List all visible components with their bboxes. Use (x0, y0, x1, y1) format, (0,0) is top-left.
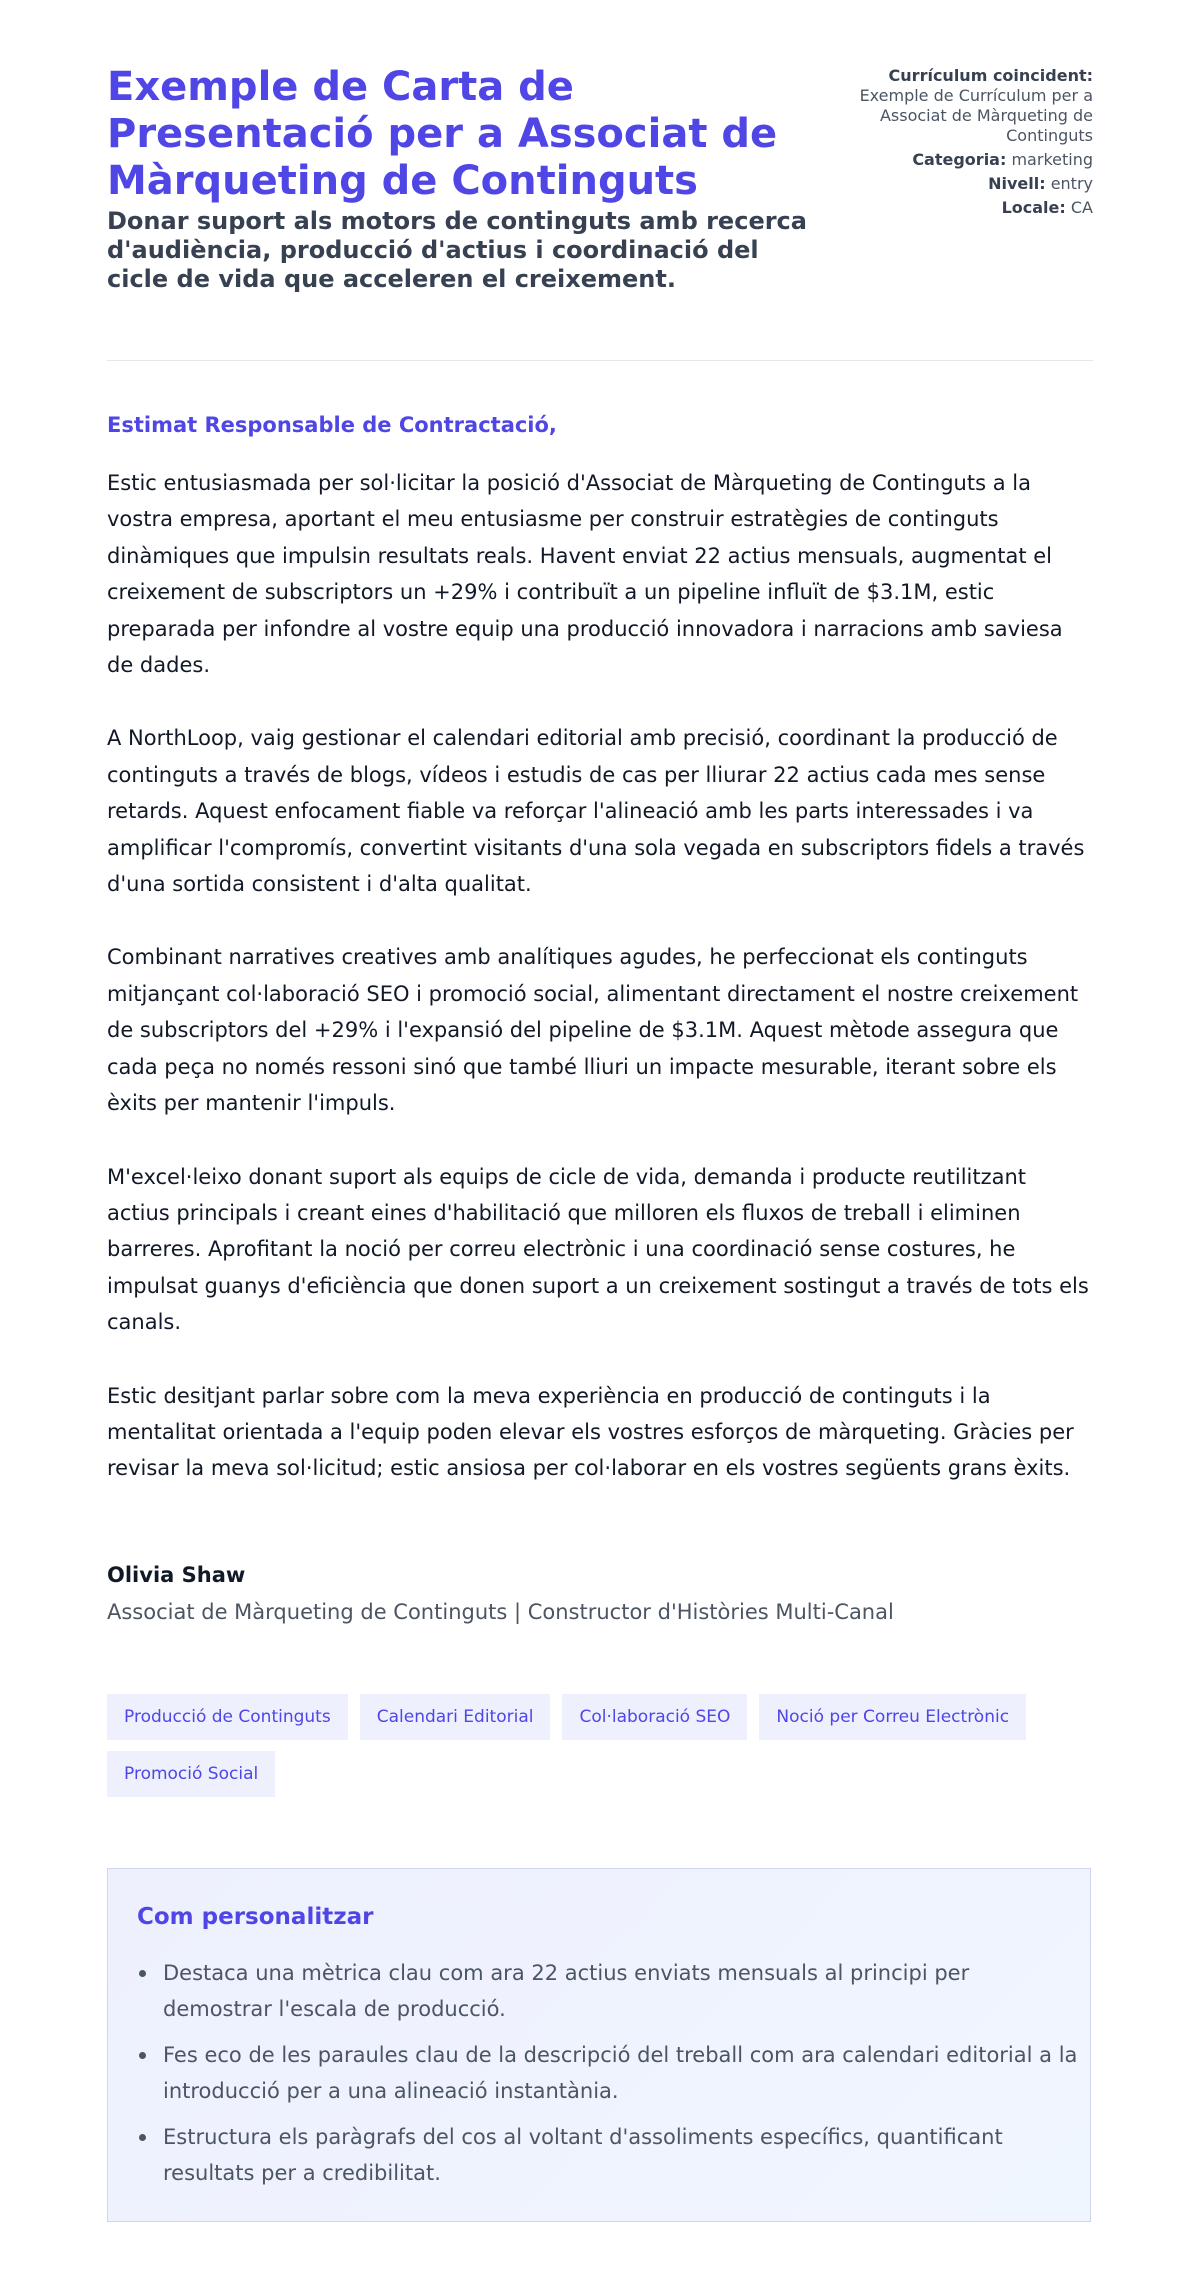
tip-text: Destaca una mètrica clau com ara 22 actius enviats mensuals al principi per demostrar l'escala de producció. (163, 1961, 970, 2022)
signature-block (107, 1562, 1093, 1626)
tip-text: Estructura els paràgrafs del cos al voltant d'assoliments específics, quantificant resultats per a credibilitat. (163, 2124, 1003, 2186)
bullet-icon (139, 2134, 146, 2141)
letter-body (107, 465, 1093, 1524)
tip-item (163, 2119, 1083, 2192)
signature-title: Associat de Màrqueting de Continguts | Constructor d'Històries Multi-Canal (107, 1600, 894, 1624)
meta-locale (833, 198, 1093, 218)
page-header (107, 0, 1093, 361)
cover-letter-page (107, 0, 1093, 2186)
tip-item (163, 2037, 1083, 2110)
letter-salutation: Estimat Responsable de Contractació, (107, 413, 557, 437)
page-title: Exemple de Carta de Presentació per a Associat de Màrqueting de Continguts (107, 64, 778, 204)
letter-paragraph: A NorthLoop, vaig gestionar el calendari editorial amb precisió, coordinant la producció de continguts a través de blogs, vídeos i estudis de cas per lliurar 22 actius cada mes sense retards. Aquest enfocament fiable va reforçar l'alineació amb les parts interessades i va amplificar l'compromís, convertint visitants d'una sola vegada en subscriptors fidels a través d'una sortida consistent i d'alta qualitat. (107, 726, 1085, 897)
meta-locale-label: Locale: (1001, 198, 1066, 217)
skill-tags (107, 1694, 1093, 1797)
letter-paragraph: Estic entusiasmada per sol·licitar la posició d'Associat de Màrqueting de Continguts a la vostra empresa, aportant el meu entusiasme per construir estratègies de continguts dinàmiques que impulsin resultats reals. Havent enviat 22 actius mensuals, augmentat el creixement de subscriptors un +29% i contribuït a un pipeline influït de $3.1M, estic preparada per infondre al vostre equip una producció innovadora i narracions amb saviesa de dades. (107, 471, 1063, 678)
customization-tips-box (107, 1868, 1091, 2222)
skill-tag: Calendari Editorial (360, 1694, 551, 1740)
meta-level-value: entry (1050, 174, 1093, 193)
meta-locale-value: CA (1070, 198, 1093, 217)
letter-paragraph: Estic desitjant parlar sobre com la meva experiència en producció de continguts i la mentalitat orientada a l'equip poden elevar els vostres esforços de màrqueting. Gràcies per revisar la meva sol·licitud; estic ansiosa per col·laborar en els vostres següents grans èxits. (107, 1383, 1074, 1481)
tip-text: Fes eco de les paraules clau de la descripció del treball com ara calendari editorial a la introducció per a una alineació instantània. (163, 2042, 1078, 2104)
meta-resume (833, 66, 1093, 146)
signature-name: Olivia Shaw (107, 1563, 246, 1587)
meta-level-label: Nivell: (988, 174, 1046, 193)
page-subtitle: Donar suport als motors de continguts amb recerca d'audiència, producció d'actius i coordinació del cicle de vida que acceleren el creixement. (107, 207, 807, 293)
letter-paragraph: M'excel·leixo donant suport als equips de cicle de vida, demanda i producte reutilitzant actius principals i creant eines d'habilitació que milloren els fluxos de treball i eliminen barreres. Aprofitant la noció per correu electrònic i una coordinació sense costures, he impulsat guanys d'eficiència que donen suport a un creixement sostingut a través de tots els canals. (107, 1164, 1089, 1335)
tips-title: Com personalitzar (137, 1904, 374, 1930)
meta-category (833, 150, 1093, 170)
skill-tag: Producció de Continguts (107, 1694, 348, 1740)
letter-paragraph: Combinant narratives creatives amb analítiques agudes, he perfeccionat els continguts mitjançant col·laboració SEO i promoció social, alimentant directament el nostre creixement de subscriptors del +29% i l'expansió del pipeline de $3.1M. Aquest mètode assegura que cada peça no només ressoni sinó que també lliuri un impacte mesurable, iterant sobre els èxits per mantenir l'impuls. (107, 945, 1079, 1116)
meta-resume-label: Currículum coincident: (888, 66, 1093, 85)
title-block (107, 64, 807, 294)
bullet-icon (139, 2052, 146, 2059)
meta-category-value: marketing (1011, 150, 1093, 169)
skill-tag: Promoció Social (107, 1751, 275, 1797)
tip-item (163, 1955, 1083, 2028)
meta-resume-value: Exemple de Currículum per a Associat de Màrqueting de Continguts (859, 86, 1093, 145)
bullet-icon (139, 1970, 146, 1977)
tips-list (137, 1955, 1083, 2200)
meta-level (833, 174, 1093, 194)
skill-tag: Noció per Correu Electrònic (759, 1694, 1026, 1740)
meta-category-label: Categoria: (912, 150, 1007, 169)
skill-tag: Col·laboració SEO (562, 1694, 747, 1740)
meta-panel (833, 66, 1093, 222)
